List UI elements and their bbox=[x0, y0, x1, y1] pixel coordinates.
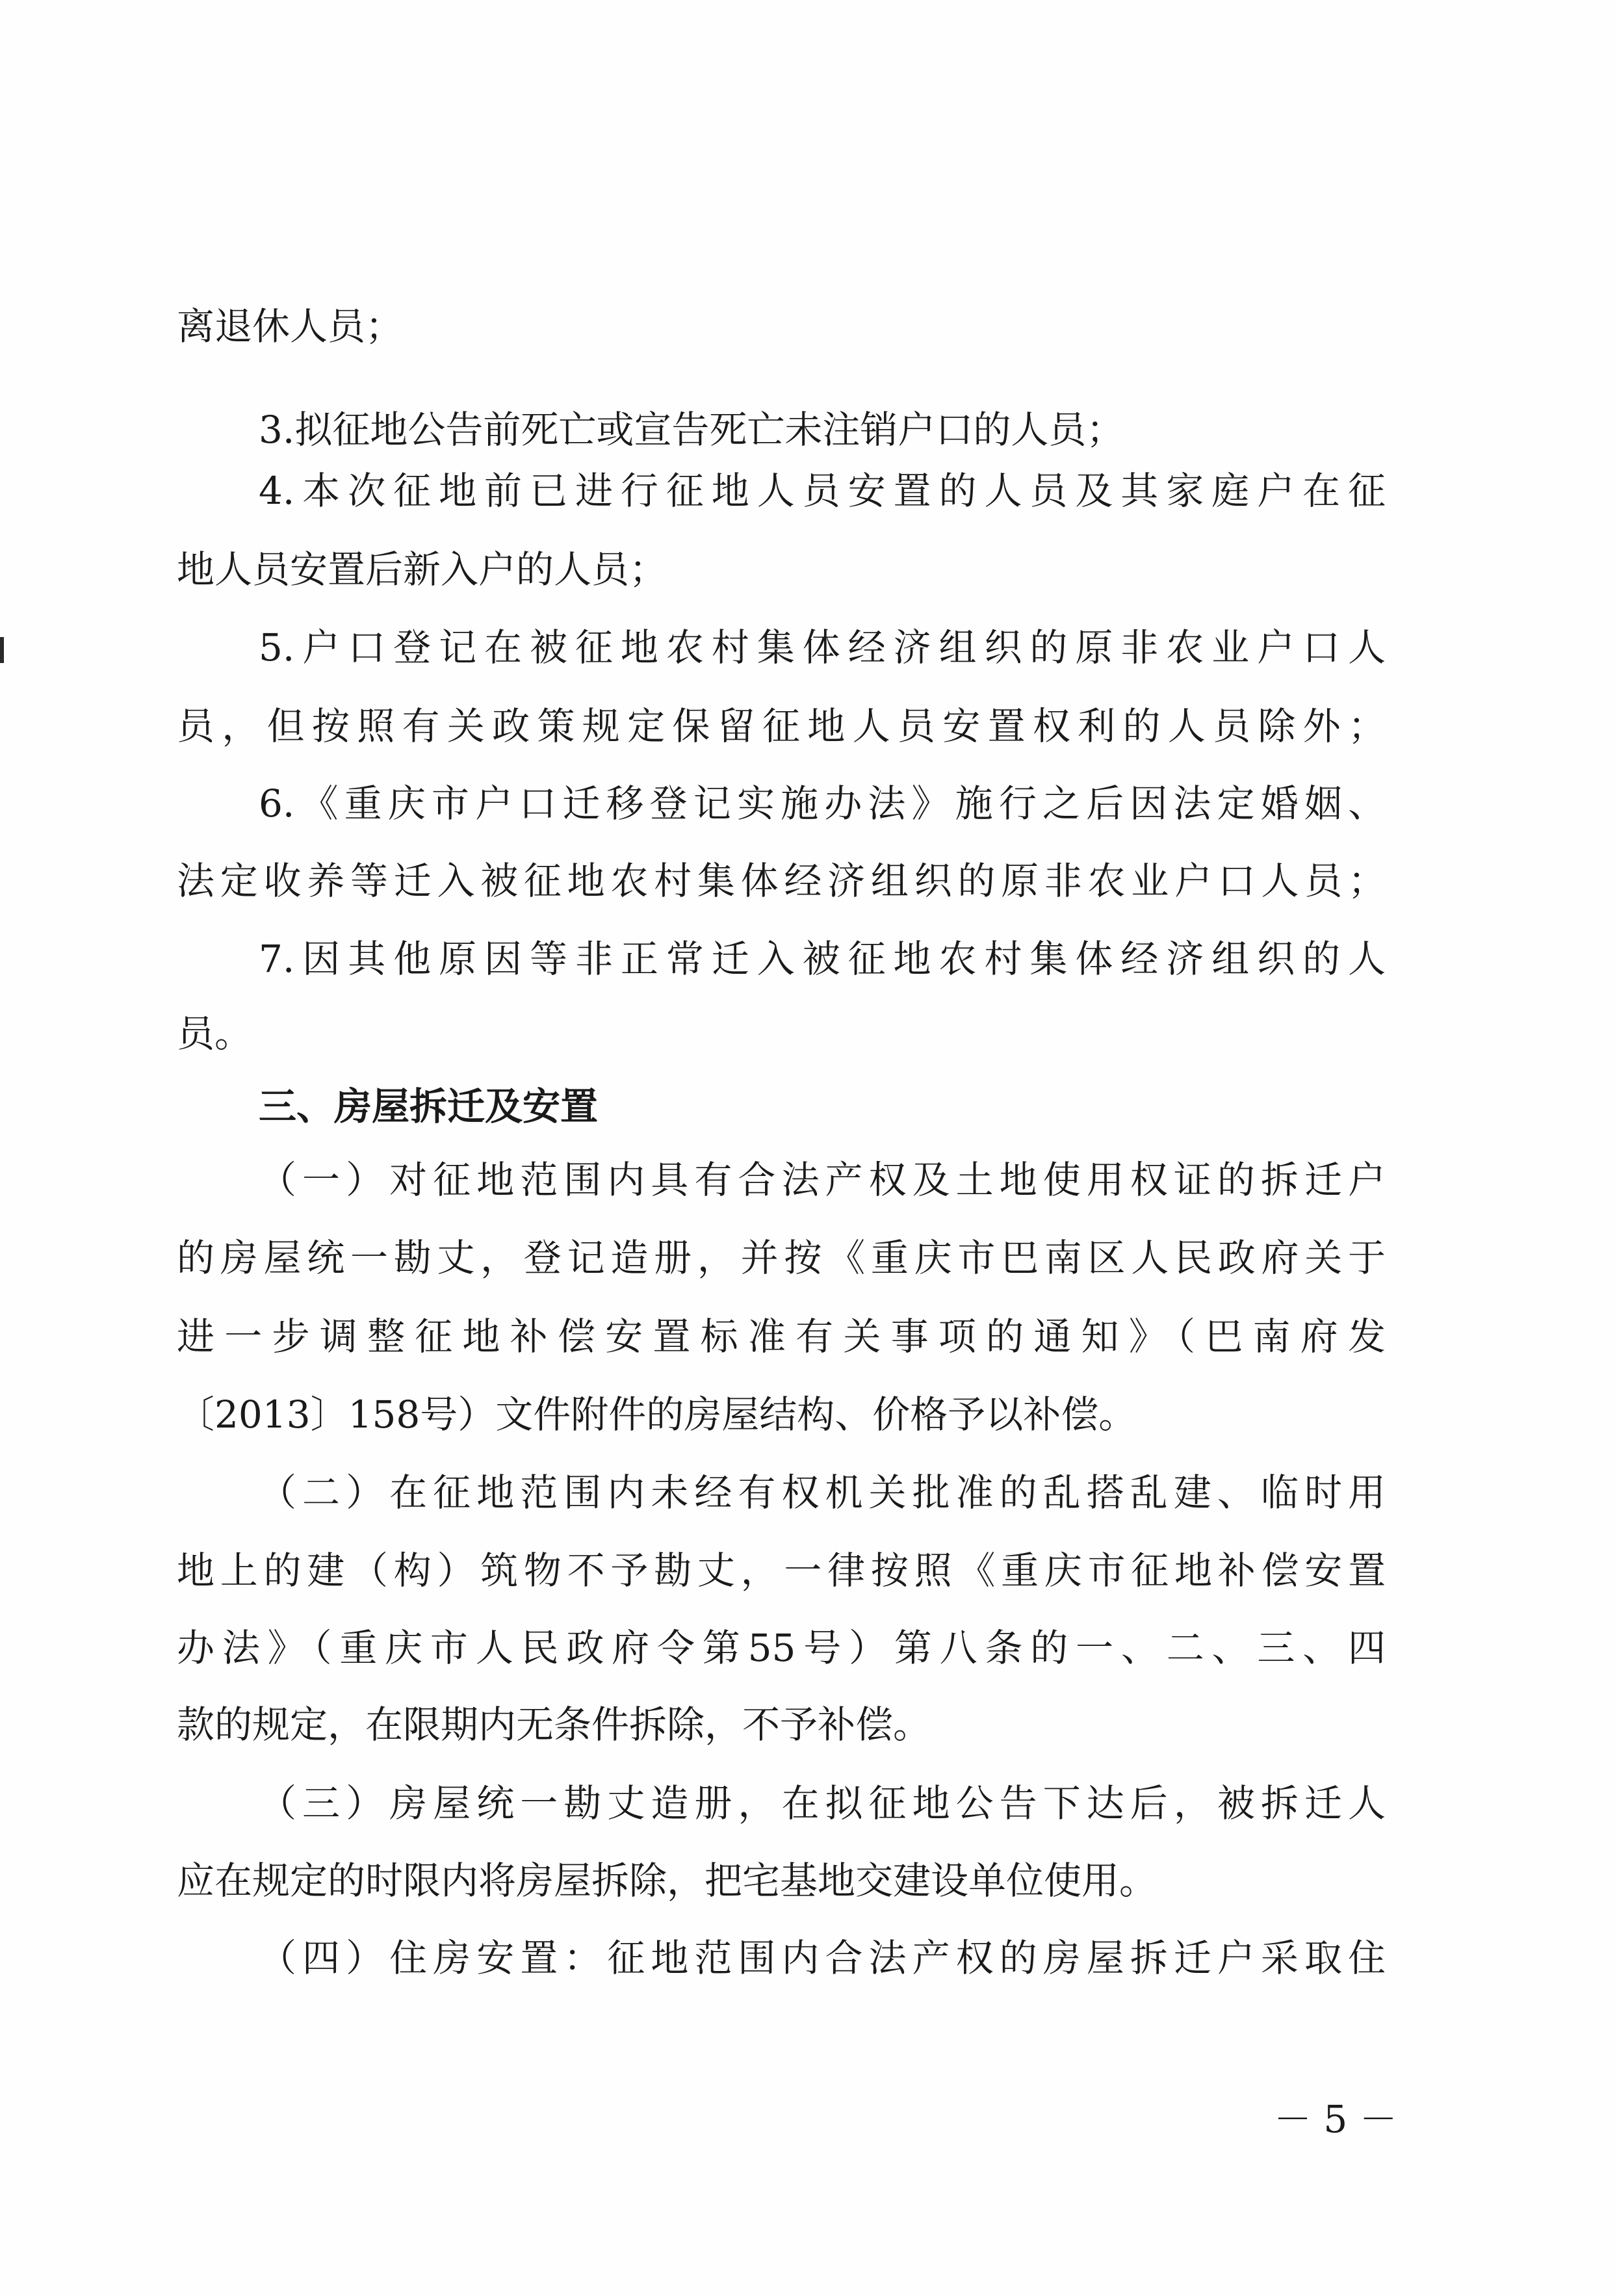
text-line-19: 款的规定，在限期内无条件拆除，不予补偿。 bbox=[177, 1702, 931, 1747]
page-number: － 5 － bbox=[1274, 2097, 1397, 2141]
text-line-10: 员。 bbox=[177, 1011, 253, 1056]
text-line-6: 员，但按照有关政策规定保留征地人员安置权利的人员除外； bbox=[177, 704, 1386, 748]
text-line-18: 办法》（重庆市人民政府令第55号）第八条的一、二、三、四 bbox=[177, 1626, 1386, 1670]
text-line-21: 应在规定的时限内将房屋拆除，把宅基地交建设单位使用。 bbox=[177, 1859, 1158, 1903]
text-line-16: （二）在征地范围内未经有权机关批准的乱搭乱建、临时用 bbox=[259, 1470, 1386, 1515]
text-line-20: （三）房屋统一勘丈造册，在拟征地公告下达后，被拆迁人 bbox=[259, 1781, 1386, 1825]
section-heading: 三、房屋拆迁及安置 bbox=[259, 1084, 599, 1128]
text-line-2: 3.拟征地公告前死亡或宣告死亡未注销户口的人员； bbox=[259, 408, 1124, 452]
text-line-22: （四）住房安置：征地范围内合法产权的房屋拆迁户采取住 bbox=[259, 1936, 1386, 1980]
scan-edge-mark bbox=[0, 637, 4, 663]
text-line-8: 法定收养等迁入被征地农村集体经济组织的原非农业户口人员； bbox=[177, 859, 1386, 903]
text-line-12: （一）对征地范围内具有合法产权及土地使用权证的拆迁户 bbox=[259, 1158, 1386, 1202]
text-line-15: 〔2013〕158号）文件附件的房屋结构、价格予以补偿。 bbox=[177, 1392, 1137, 1437]
text-line-14: 进一步调整征地补偿安置标准有关事项的通知》（巴南府发 bbox=[177, 1314, 1386, 1359]
text-line-17: 地上的建（构）筑物不予勘丈，一律按照《重庆市征地补偿安置 bbox=[177, 1548, 1386, 1593]
text-line-7: 6.《重庆市户口迁移登记实施办法》施行之后因法定婚姻、 bbox=[259, 781, 1386, 826]
text-line-5: 5.户口登记在被征地农村集体经济组织的原非农业户口人 bbox=[259, 625, 1386, 670]
text-line-13: 的房屋统一勘丈，登记造册，并按《重庆市巴南区人民政府关于 bbox=[177, 1236, 1386, 1280]
text-line-9: 7.因其他原因等非正常迁入被征地农村集体经济组织的人 bbox=[259, 937, 1386, 981]
text-line-1: 离退休人员； bbox=[177, 304, 404, 348]
text-line-4: 地人员安置后新入户的人员； bbox=[177, 547, 667, 592]
text-line-3: 4.本次征地前已进行征地人员安置的人员及其家庭户在征 bbox=[259, 469, 1386, 513]
